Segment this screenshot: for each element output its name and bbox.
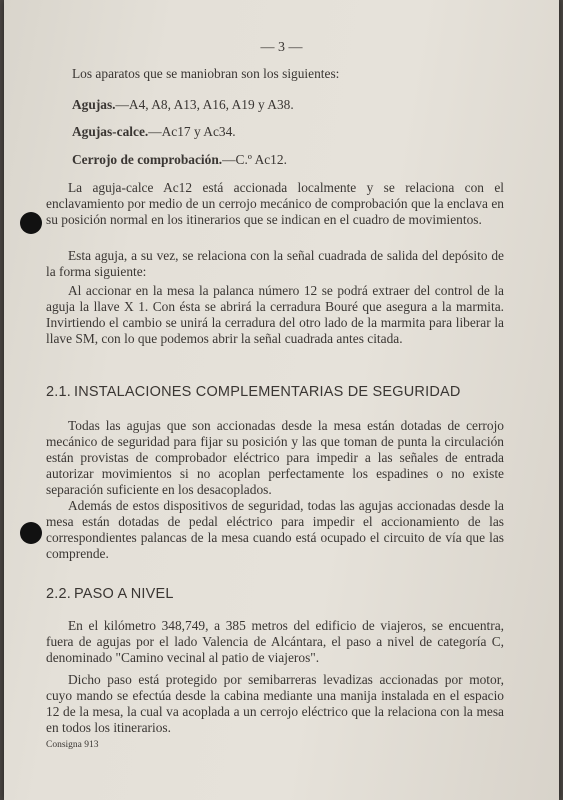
item-value: —C.º Ac12. xyxy=(222,152,287,167)
list-item xyxy=(72,152,287,168)
page-number: — 3 — xyxy=(260,40,303,55)
intro-text: Los aparatos que se maniobran son los siguientes: xyxy=(72,66,340,81)
item-label: Agujas. xyxy=(72,97,116,112)
item-value: —A4, A8, A13, A16, A19 y A38. xyxy=(115,97,294,112)
paragraph: La aguja-calce Ac12 está accionada localmente y se relaciona con el enclavamiento por medio de un cerrojo mecánico de comprobación que la enclava en su posición normal en los itinerarios que se indican en el cuadro de movimientos. xyxy=(46,180,504,227)
item-value: —Ac17 y Ac34. xyxy=(148,124,236,139)
paragraph: Esta aguja, a su vez, se relaciona con la señal cuadrada de salida del depósito de la forma siguiente: xyxy=(46,248,504,279)
footer-label: Consigna 913 xyxy=(46,740,99,750)
list-item xyxy=(72,97,294,113)
punch-hole xyxy=(20,212,42,234)
section-title: PASO A NIVEL xyxy=(74,586,174,602)
item-label: Agujas-calce. xyxy=(72,124,149,139)
paragraph: Dicho paso está protegido por semibarreras levadizas accionadas por motor, cuyo mando se efectúa desde la cabina mediante una manija instalada en el espacio 12 de la mesa, la cual va acoplada a un cerrojo eléctrico que la relaciona con la mesa en todos los itinerarios. xyxy=(46,672,504,735)
paragraph: Además de estos dispositivos de seguridad, todas las agujas accionadas desde la mesa están dotadas de pedal eléctrico para impedir el accionamiento de las correspondientes palancas de la mesa cuando está ocupado el circuito de vía que las comprende. xyxy=(46,498,504,561)
paragraph: Todas las agujas que son accionadas desde la mesa están dotadas de cerrojo mecánico de seguridad para fijar su posición y las que toman de punta la circulación están provistas de comprobador eléctrico para impedir a las señales de entrada autorizar movimientos si no acoplan perfectamente los espadines o no existe separación suficiente en los desacoplados. xyxy=(46,418,504,497)
paragraph: En el kilómetro 348,749, a 385 metros del edificio de viajeros, se encuentra, fuera de agujas por el lado Valencia de Alcántara, el paso a nivel de categoría C, denominado "Camino vecinal al patio de viajeros". xyxy=(46,618,504,665)
list-item xyxy=(72,124,236,140)
section-heading xyxy=(46,586,174,602)
section-number: 2.2. xyxy=(46,586,71,602)
item-label: Cerrojo de comprobación. xyxy=(72,152,223,167)
section-title: INSTALACIONES COMPLEMENTARIAS DE SEGURIDAD xyxy=(74,384,461,400)
paragraph: Al accionar en la mesa la palanca número 12 se podrá extraer del control de la aguja la llave X 1. Con ésta se abrirá la cerradura Bouré que asegura a la marmita. Invirtiendo el cambio se unirá la cerradura del otro lado de la marmita para liberar la llave SM, con lo que podemos abrir la señal cuadrada antes citada. xyxy=(46,283,504,346)
punch-hole xyxy=(20,522,42,544)
section-number: 2.1. xyxy=(46,384,71,400)
section-heading xyxy=(46,384,461,400)
